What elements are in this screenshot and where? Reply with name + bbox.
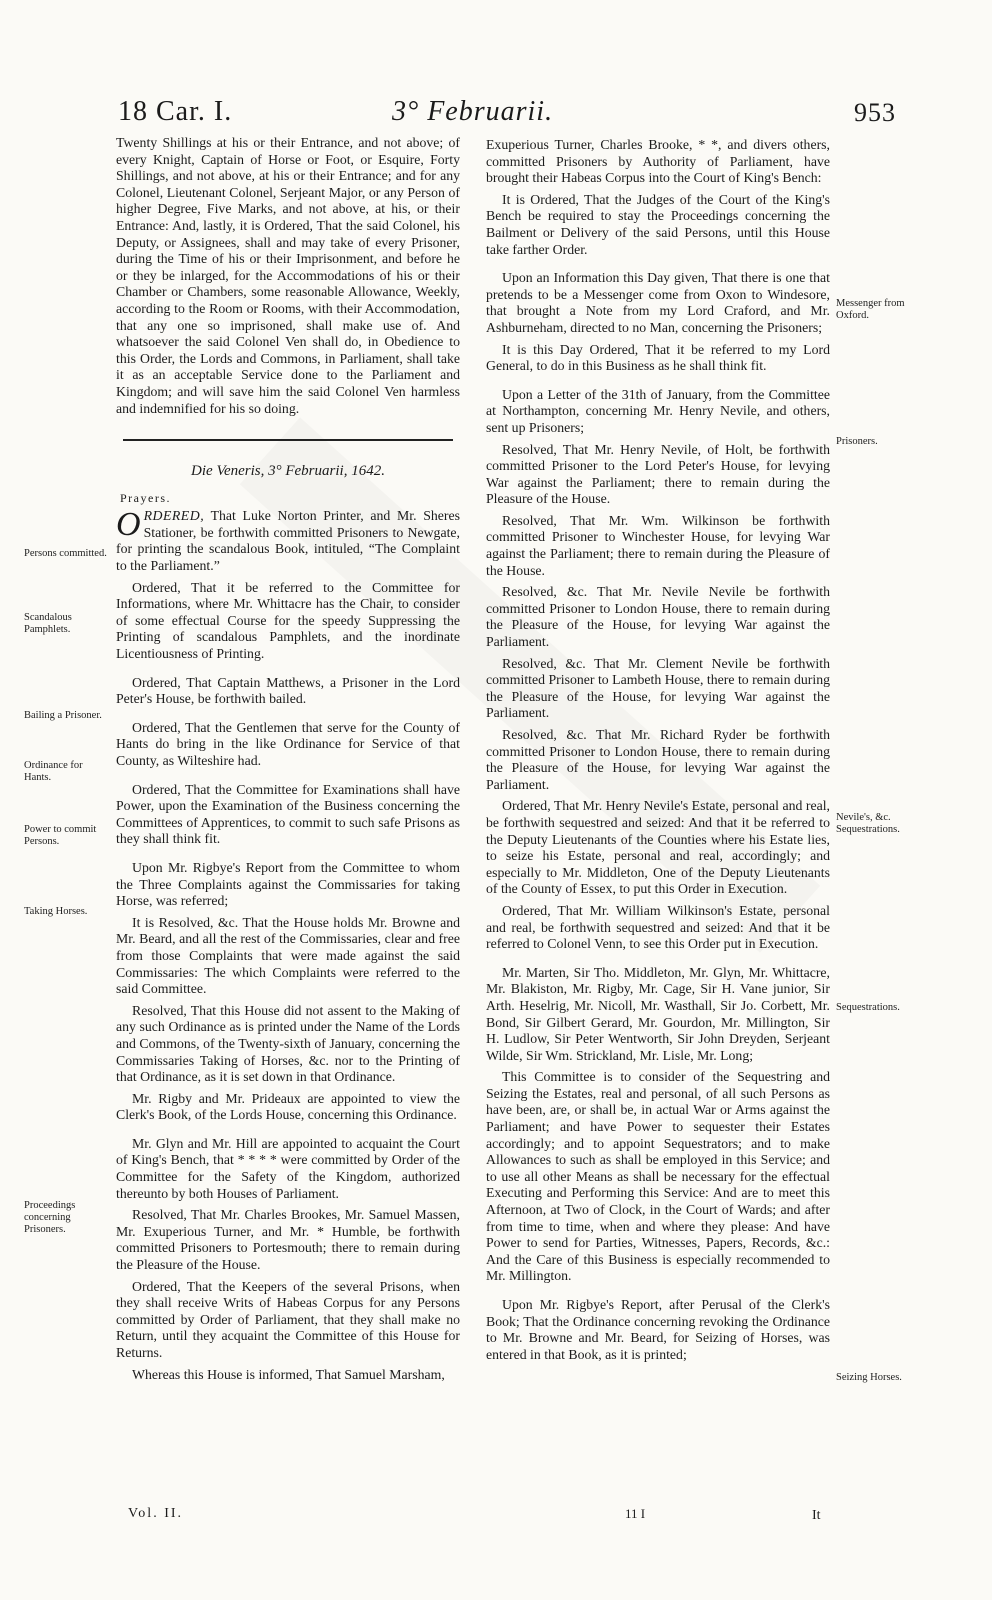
margin-note: Nevile's, &c. Sequestrations. [836,812,900,835]
paragraph: Upon Mr. Rigbye's Report from the Committee to whom the Three Complaints against the Commissaries for taking Horse, was referred; [116,859,460,909]
paragraph: Resolved, That this House did not assent to the Making of any such Ordinance as is printed under the Name of the Lords and Commons, of the Twenty-sixth of January, concerning the Commissaries Taking of Horses, &c. nor to the Printing of that Ordinance, as it is set down in that Ordinance. [116,1002,460,1085]
margin-note: Ordinance for Hants. [24,760,83,783]
paragraph: This Committee is to consider of the Sequestring and Seizing the Estates, real and personal, of all such Persons as have been, are, or shall be, in actual War or Arms against the Parliament; and have Power to sequester their Estates accordingly; and to appoint Sequestrators; and to make Allowances to such as shall be employed in this Service; and to use all other Means as shall be necessary for the effectual Executing and Performing this Service: And are to meet this Afternoon, at Two of Clock, in the Court of Wards; and after from time to time, when and where they please: And have Power to send for Parties, Witnesses, Papers, Records, &c.: And the Care of this Business is especially recommended to Mr. Millington. [486,1069,830,1284]
paragraph: Twenty Shillings at his or their Entrance, and not above; of every Knight, Captain of Horse or Foot, or Esquire, Forty Shillings, and not above, at his or their Entrance; and for any Colonel, Lieutenant Colonel, Serjeant Major, or any Person of higher Degree, Five Marks, and not above, at his, or their Entrance: And, lastly, it is Ordered, That the said Colonel, his Deputy, or Assignees, shall and may take of every Prisoner, during the Time of his or their Imprisonment, and before he or they be inlarged, for the Accommodations of his or their Chamber or Chambers, some reasonable Allowance, Weekly, according to the Room or Rooms, with their Accommodation, that any one so imprisoned, shall make use of. And whatsoever the said Colonel Ven shall do, in Obedience to this Order, the Lords and Commons, in Parliament, shall take it as an acceptable Service done to the Parliament and Kingdom; and will save him the said Colonel Ven harmless and indemnified for his so doing. [116,135,460,416]
paragraph: Mr. Rigby and Mr. Prideaux are appointed to view the Clerk's Book, of the Lords House, concerning this Ordinance. [116,1090,460,1123]
margin-note: Taking Horses. [24,906,88,917]
signature-mark: Vol. II. [128,1506,184,1521]
paragraph: Resolved, That Mr. Henry Nevile, of Holt, be forthwith committed Prisoner to the Lord Peter's House, for levying War against the Parliament; there to remain during the Pleasure of the House. [486,441,830,507]
paragraph: It is this Day Ordered, That it be referred to my Lord General, to do in this Business as he shall think fit. [486,341,830,374]
paragraph: Exuperious Turner, Charles Brooke, * *, and divers others, committed Prisoners by Authority of Parliament, have brought their Habeas Corpus into the Court of King's Bench: [486,137,830,186]
margin-note: Persons committed. [24,548,107,559]
paragraph: Resolved, &c. That Mr. Richard Ryder be forthwith committed Prisoner to London House, there to remain during the Pleasure of the House, for levying War against the Parliament. [486,727,830,792]
paragraph: Upon a Letter of the 31th of January, from the Committee at Northampton, concerning Mr. Henry Nevile, and others, sent up Prisoners; [486,386,830,435]
left-column [116,135,460,1388]
paragraph [116,508,460,574]
page-number: 953 [854,98,896,127]
prayers-heading: Prayers. [120,490,171,505]
section-rule [123,439,453,441]
paragraph: Ordered, That the Keepers of the several Prisons, when they shall receive Writs of Habeas Corpus for any Persons committed by Order of Parliament, that they shall make no Return, until they acquaint the Committee of this House for Returns. [116,1278,460,1360]
running-date: 3° Februarii. [392,96,554,127]
margin-note: Seizing Horses. [836,1372,902,1383]
margin-note: Sequestrations. [836,1002,900,1013]
margin-note: Scandalous Pamphlets. [24,612,72,635]
paragraph: Mr. Marten, Sir Tho. Middleton, Mr. Glyn, Mr. Whittacre, Mr. Blakiston, Mr. Rigby, Mr. Cage, Sir H. Vane junior, Sir Arth. Heselrig, Mr. Nicoll, Mr. Wasthall, Sir Jo. Corbett, Mr. Bond, Sir Gilbert Gerard, Mr. Gourdon, Mr. Millington, Sir H. Ludlow, Sir Peter Wentworth, Sir John Dreyden, Serjeant Wilde, Sir Wm. Strickland, Mr. Lisle, Mr. Long; [486,964,830,1063]
paragraph: Ordered, That the Committee for Examinations shall have Power, upon the Examination of the Business concerning the Committees of Apprentices, to commit to such safe Prisons as they shall think fit. [116,781,460,847]
paragraph: Ordered, That Captain Matthews, a Prisoner in the Lord Peter's House, be forthwith bailed. [116,674,460,707]
paragraph: It is Ordered, That the Judges of the Court of the King's Bench be required to stay the Proceedings concerning the Bailment or Delivery of the said Persons, until this House take farther Order. [486,191,830,257]
ordered-text: That Luke Norton Printer, and Mr. Sheres Stationer, be forthwith committed Prisoners to Newgate, for printing the scandalous Book, intituled, “The Complaint to the Parliament.” [116,508,460,574]
paragraph: Mr. Glyn and Mr. Hill are appointed to acquaint the Court of King's Bench, that * * * * were committed by Order of the Committee for the Safety of the Kingdom, authorized thereunto by both Houses of Parliament. [116,1135,460,1201]
paragraph: Ordered, That it be referred to the Committee for Informations, where Mr. Whittacre has the Chair, to consider of some effectual Course for the speedy Suppressing the Printing of scandalous Pamphlets, and the inordinate Licentiousness of Printing. [116,579,460,662]
sheet-number: 11 I [625,1506,646,1521]
paragraph: Resolved, That Mr. Charles Brookes, Mr. Samuel Massen, Mr. Exuperious Turner, and Mr. * Humble, be forthwith committed Prisoners to Portesmouth; there to remain during the Pleasure of the House. [116,1207,460,1273]
paragraph: Whereas this House is informed, That Samuel Marsham, [132,1366,445,1382]
drop-cap: O [116,506,141,544]
margin-note: Prisoners. [836,436,878,447]
paragraph: Upon Mr. Rigbye's Report, after Perusal of the Clerk's Book; That the Ordinance concerning revoking the Ordinance to Mr. Browne and Mr. Beard, for Seizing of Horses, was entered in that Book, as it is printed; [486,1297,830,1362]
paragraph: Resolved, That Mr. Wm. Wilkinson be forthwith committed Prisoner to Winchester House, for levying War against the Parliament; there to remain during the Pleasure of the House. [486,512,830,578]
paragraph: Resolved, &c. That Mr. Nevile Nevile be forthwith committed Prisoner to London House, there to remain during the Pleasure of the House, for levying War against the Parliament. [486,584,830,650]
ordered-caps: RDERED, [143,508,205,524]
paragraph: Upon an Information this Day given, That there is one that pretends to be a Messenger come from Oxon to Windesore, that brought a Note from my Lord Craford, and Mr. Ashburneham, directed to no Man, concerning the Prisoners; [486,270,830,335]
catchword: It [812,1508,821,1523]
paragraph: Ordered, That the Gentlemen that serve for the County of Hants do bring in the like Ordinance for Service of that County, as Wilteshire had. [116,719,460,768]
paragraph: Ordered, That Mr. William Wilkinson's Estate, personal and real, be forthwith sequestred and seized: And that it be referred to Colonel Venn, to see this Order put in Execution. [486,902,830,952]
day-heading: Die Veneris, 3° Februarii, 1642. [191,463,385,480]
margin-note: Power to commit Persons. [24,824,97,847]
paragraph: Resolved, &c. That Mr. Clement Nevile be forthwith committed Prisoner to Lambeth House, there to remain during the Pleasure of the House, for levying War against the Parliament. [486,655,830,721]
margin-note: Messenger from Oxford. [836,298,905,321]
regnal-year: 18 Car. I. [118,96,233,127]
right-column [486,137,830,1368]
paragraph: Ordered, That Mr. Henry Nevile's Estate, personal and real, be forthwith sequestred and seized: And that it be referred to the Deputy Lieutenants of the Counties where his Estate lies, to seize his Estate, personal and real, accordingly; and especially to Mr. Middleton, One of the Deputy Lieutenants of the County of Essex, to put this Order in Execution. [486,798,830,897]
margin-note: Bailing a Prisoner. [24,710,102,721]
page-header [0,96,992,136]
margin-note: Proceedings concerning Prisoners. [24,1200,76,1235]
paragraph: It is Resolved, &c. That the House holds Mr. Browne and Mr. Beard, and all the rest of the Commissaries, clear and free from those Complaints that were made against the said Commissaries: The which Complaints were referred to the said Committee. [116,914,460,997]
